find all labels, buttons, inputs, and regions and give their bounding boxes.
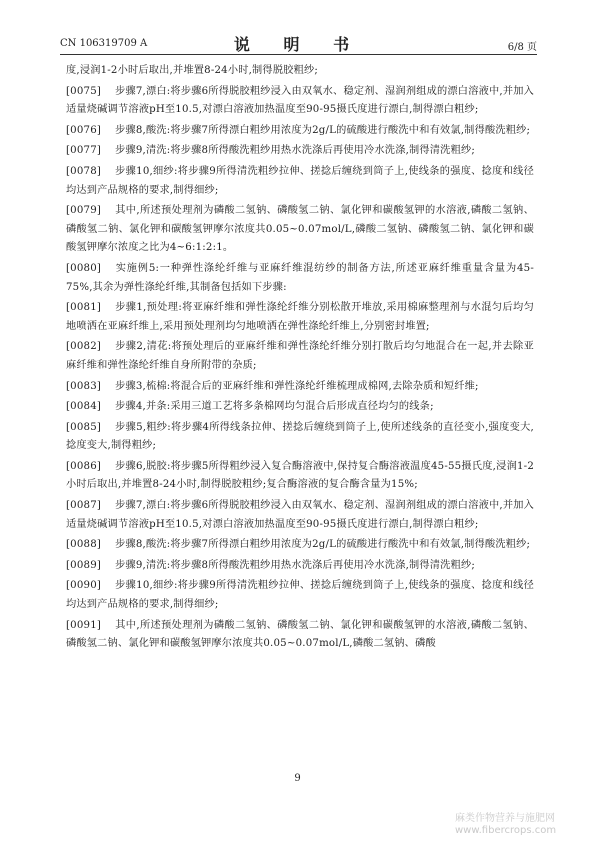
paragraph-text: 步骤1,预处理:将亚麻纤维和弹性涤纶纤维分别松散开堆放,采用棉麻整理剂与水混匀后均匀地喷洒在亚麻纤维上,采用预处理剂均匀地喷洒在弹性涤纶纤维上,分别密封堆置; [66,302,534,332]
paragraph [66,577,534,614]
paragraph-text: 步骤8,酸洗:将步骤7所得漂白粗纱用浓度为2g/L的硫酸进行酸洗中和有效氯,制得酸洗粗纱; [115,124,531,136]
paragraph [66,299,534,336]
page-number: 9 [294,773,301,784]
paragraph [66,398,534,417]
paragraph-id: [0076] [66,124,102,136]
paragraph [66,260,534,297]
paragraph-text: 步骤3,梳棉:将混合后的亚麻纤维和弹性涤纶纤维梳理成棉网,去除杂质和短纤维; [115,380,479,392]
paragraph-text: 步骤10,细纱:将步骤9所得清洗粗纱拉伸、搓捻后缠绕到筒子上,使线条的强度、捻度和线径均达到产品规格的要求,制得细纱; [66,580,534,611]
paragraph [66,617,534,654]
paragraph [66,338,534,375]
paragraph [66,458,534,495]
paragraph-text: 步骤2,清花:将预处理后的亚麻纤维和弹性涤纶纤维分别打散后均匀地混合在一起,并去除亚麻纤维和弹性涤纶纤维自身所附带的杂质; [66,341,534,371]
paragraph [66,497,534,534]
paragraph-id: [0090] [66,580,102,592]
paragraph-text: 其中,所述预处理剂为磷酸二氢钠、磷酸氢二钠、氯化钾和碳酸氢钾的水溶液,磷酸二氢钠、磷酸氢二钠、氯化钾和碳酸氢钾摩尔浓度共0.05~0.07mol/L,磷酸二氢钠、磷酸 [66,619,534,650]
paragraph-id: [0087] [66,500,102,512]
paragraph-id: [0083] [66,380,102,392]
paragraph-id: [0077] [66,145,102,157]
paragraph-id: [0075] [66,85,102,97]
paragraph-text: 步骤7,漂白:将步骤6所得脱胶粗纱浸入由双氧水、稳定剂、湿润剂组成的漂白溶液中,并加入适量烧碱调节溶液pH至10.5,对漂白溶液加热温度至90-95摄氏度进行漂白,制得漂白粗纱; [66,85,534,116]
paragraph [66,83,534,120]
paragraph-text: 步骤9,清洗:将步骤8所得酸洗粗纱用热水洗涤后再使用冷水洗涤,制得清洗粗纱; [115,559,475,571]
paragraph-id: [0081] [66,302,102,314]
paragraph [66,536,534,555]
paragraph [66,378,534,397]
site-watermark [455,813,556,837]
paragraph-id: [0079] [66,205,102,217]
watermark-site-name: 麻类作物营养与施肥网 [455,813,555,824]
watermark-url: www.fibercrops.com [455,825,557,836]
paragraph-id: [0078] [66,165,102,177]
paragraph-id: [0091] [66,619,102,631]
paragraph-text: 步骤4,并条:采用三道工艺将多条棉网均匀混合后形成直径均匀的线条; [115,401,434,413]
paragraph-id: [0089] [66,559,102,571]
paragraph-text: 步骤8,酸洗:将步骤7所得漂白粗纱用浓度为2g/L的硫酸进行酸洗中和有效氯,制得酸洗粗纱; [115,539,531,551]
patent-number: CN 106319709 A [60,38,148,49]
paragraph-id: [0084] [66,401,102,413]
paragraph-text: 步骤5,粗纱:将步骤4所得线条拉伸、搓捻后缠绕到筒子上,使所述线条的直径变小,强度变大,捻度变大,制得粗纱; [66,421,534,452]
paragraph [66,122,534,141]
document-title: 说 明 书 [233,35,364,54]
paragraph-text: 步骤10,细纱:将步骤9所得清洗粗纱拉伸、搓捻后缠绕到筒子上,使线条的强度、捻度和线径均达到产品规格的要求,制得细纱; [66,165,534,196]
paragraph-id: [0086] [66,460,102,472]
paragraph [66,142,534,161]
paragraph-id: [0085] [66,421,102,433]
paragraph [66,202,534,258]
paragraph [66,163,534,200]
paragraph [66,419,534,456]
paragraph-text: 步骤7,漂白:将步骤6所得脱胶粗纱浸入由双氧水、稳定剂、湿润剂组成的漂白溶液中,并加入适量烧碱调节溶液pH至10.5,对漂白溶液加热温度至90-95摄氏度进行漂白,制得漂白粗纱; [66,500,534,530]
paragraph [66,557,534,576]
page-reference: 6/8 页 [507,42,537,53]
paragraph-text: 步骤6,脱胶:将步骤5所得粗纱浸入复合酶溶液中,保持复合酶溶液温度45-55摄氏度,浸润1-2小时后取出,并堆置8-24小时,制得脱胶粗纱;复合酶溶液的复合酶含量为15%; [66,460,534,491]
paragraph-id: [0082] [66,341,102,353]
paragraph-text: 度,浸润1-2小时后取出,并堆置8-24小时,制得脱胶粗纱; [66,65,319,76]
document-body [66,62,534,656]
paragraph-id: [0080] [66,262,102,274]
page-header [60,30,537,55]
paragraph-id: [0088] [66,539,102,551]
paragraph [66,62,534,81]
paragraph-text: 其中,所述预处理剂为磷酸二氢钠、磷酸氢二钠、氯化钾和碳酸氢钾的水溶液,磷酸二氢钠、磷酸氢二钠、氯化钾和碳酸氢钾摩尔浓度共0.05~0.07mol/L,磷酸二氢钠、磷酸氢二钠、氯化钾和碳酸氢钾摩尔浓度之比为4~6:1:2:1。 [66,205,534,254]
paragraph-text: 实施例5:一种弹性涤纶纤维与亚麻纤维混纺纱的制备方法,所述亚麻纤维重量含量为45-75%,其余为弹性涤纶纤维,其制备包括如下步骤: [66,262,534,293]
paragraph-text: 步骤9,清洗:将步骤8所得酸洗粗纱用热水洗涤后再使用冷水洗涤,制得清洗粗纱; [115,145,475,157]
